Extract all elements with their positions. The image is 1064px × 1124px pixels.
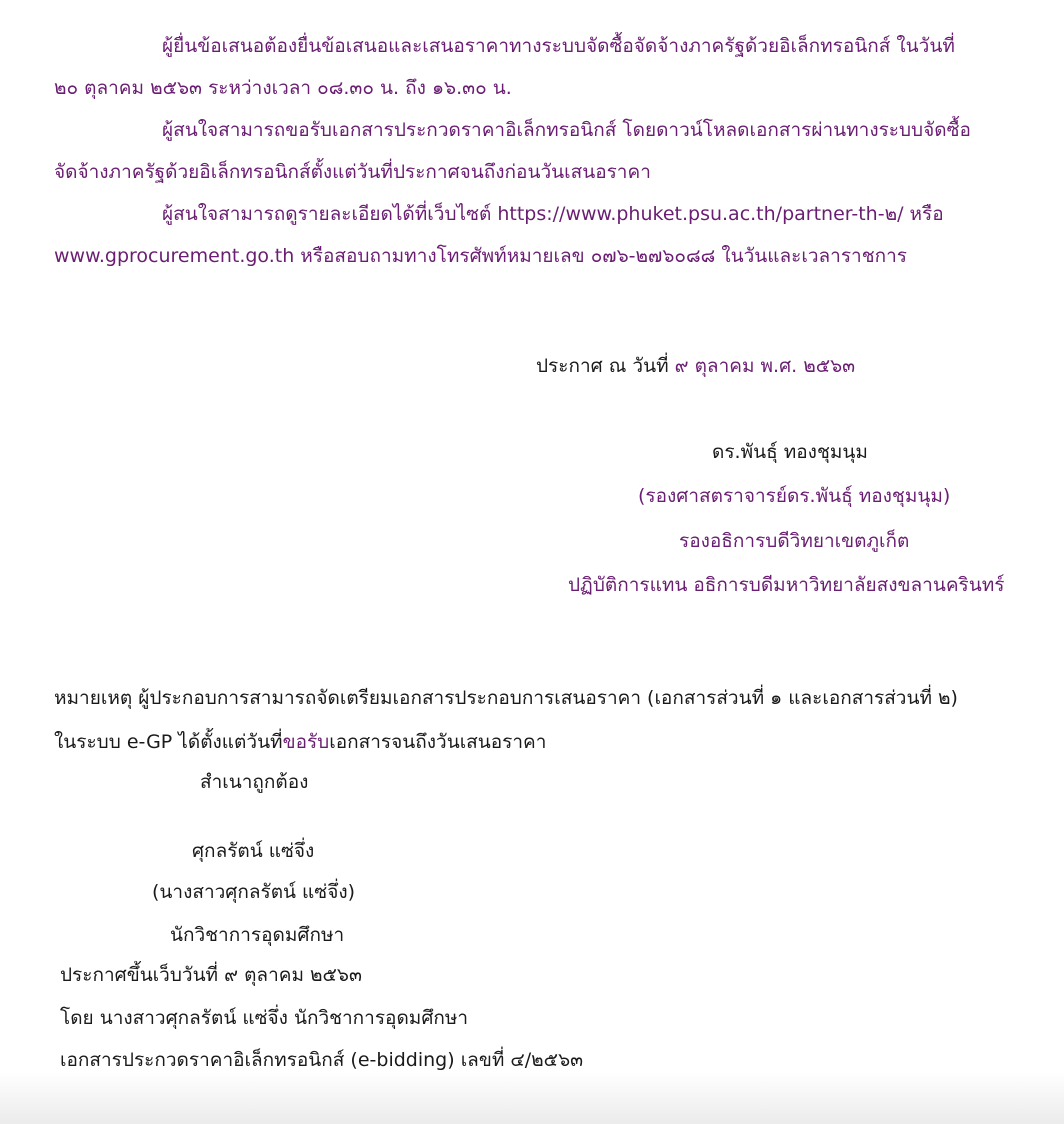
certified-copy-label: สำเนาถูกต้อง: [200, 771, 309, 793]
announcement-prefix: ประกาศ ณ วันที่: [536, 355, 669, 377]
announcement-date-line: [536, 353, 855, 379]
note-line-2: [54, 729, 546, 755]
announcement-date: ๙ ตุลาคม พ.ศ. ๒๕๖๓: [668, 355, 856, 377]
signatory-acting-role: ปฏิบัติการแทน อธิการบดีมหาวิทยาลัยสงขลานครินทร์: [568, 574, 1005, 596]
posted-date: ประกาศขึ้นเว็บวันที่ ๙ ตุลาคม ๒๕๖๓: [60, 964, 362, 986]
signatory-name: ดร.พันธุ์ ทองชุมนุม: [712, 441, 868, 463]
note-line-2-start: ในระบบ e-GP ได้ตั้งแต่วันที่: [54, 731, 283, 753]
certifier-title: นักวิชาการอุดมศึกษา: [170, 924, 345, 946]
paragraph-1-line-1: ผู้ยื่นข้อเสนอต้องยื่นข้อเสนอและเสนอราคาทางระบบจัดซื้อจัดจ้างภาครัฐด้วยอิเล็กทรอนิกส์ ในวันที่: [162, 35, 955, 57]
paragraph-3-line-1: ผู้สนใจสามารถดูรายละเอียดได้ที่เว็บไซต์ https://www.phuket.psu.ac.th/partner-th-๒/ หรือ: [162, 203, 944, 225]
note-line-2-highlight: ขอรับ: [282, 731, 330, 753]
certifier-full-name: (นางสาวศุกลรัตน์ แซ่จึ่ง): [152, 881, 356, 903]
paragraph-2-line-2: จัดจ้างภาครัฐด้วยอิเล็กทรอนิกส์ตั้งแต่วันที่ประกาศจนถึงก่อนวันเสนอราคา: [54, 161, 651, 183]
posted-by: โดย นางสาวศุกลรัตน์ แซ่จึ่ง นักวิชาการอุดมศึกษา: [60, 1007, 469, 1029]
page-bottom-shadow: [0, 1072, 1064, 1124]
paragraph-1-line-2: ๒๐ ตุลาคม ๒๕๖๓ ระหว่างเวลา ๐๘.๓๐ น. ถึง ๑๖.๓๐ น.: [54, 77, 512, 99]
signatory-full-name: (รองศาสตราจารย์ดร.พันธุ์ ทองชุมนุม): [638, 485, 951, 507]
paragraph-3-line-2: www.gprocurement.go.th หรือสอบถามทางโทรศัพท์หมายเลข ๐๗๖-๒๗๖๐๘๘ ในวันและเวลาราชการ: [54, 245, 907, 267]
note-line-2-end: เอกสารจนถึงวันเสนอราคา: [329, 731, 547, 753]
document-number: เอกสารประกวดราคาอิเล็กทรอนิกส์ (e-bidding) เลขที่ ๔/๒๕๖๓: [60, 1049, 584, 1071]
signatory-position: รองอธิการบดีวิทยาเขตภูเก็ต: [679, 530, 910, 552]
certifier-name: ศุกลรัตน์ แซ่จึ่ง: [192, 840, 315, 862]
note-line-1: หมายเหตุ ผู้ประกอบการสามารถจัดเตรียมเอกสารประกอบการเสนอราคา (เอกสารส่วนที่ ๑ และเอกสารส่วนที่ ๒): [54, 687, 958, 709]
paragraph-2-line-1: ผู้สนใจสามารถขอรับเอกสารประกวดราคาอิเล็กทรอนิกส์ โดยดาวน์โหลดเอกสารผ่านทางระบบจัดซื้อ: [162, 119, 971, 141]
